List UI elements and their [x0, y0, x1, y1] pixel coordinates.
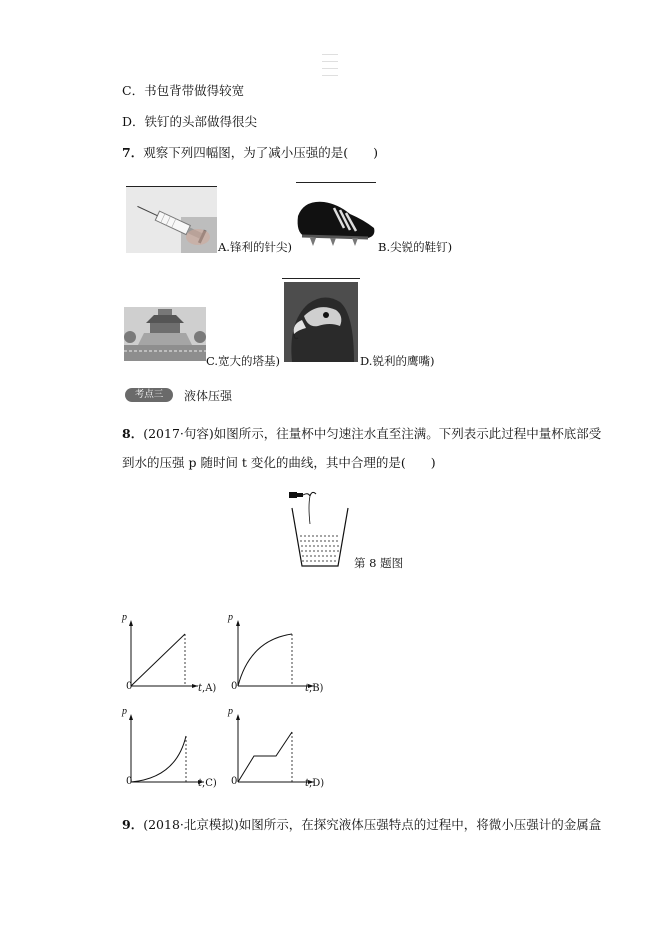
graph-d-y-label: p: [228, 706, 233, 717]
question-7: [122, 145, 378, 161]
graph-a-origin: 0: [126, 681, 133, 692]
question-number: 9．: [122, 817, 144, 832]
beaker-figure: [286, 486, 354, 568]
question-source: (2017·句容): [143, 426, 214, 441]
eagle-image: [284, 282, 358, 362]
faucet-icon: [289, 492, 297, 498]
question-9: [122, 817, 601, 833]
graph-a-x-label: t: [198, 683, 203, 694]
section-badge: [125, 388, 173, 402]
graph-c-y-label: p: [122, 706, 127, 717]
graph-c-x-label: t: [198, 778, 203, 789]
shoe-top-line: [296, 182, 376, 183]
question-number: 8．: [122, 426, 144, 441]
option-text: 铁钉的头部做得很尖: [144, 114, 258, 129]
question-text: 观察下列四幅图，为了减小压强的是( ): [143, 145, 378, 160]
choice-c-label: C.宽大的塔基): [206, 354, 281, 368]
graph-d-origin: 0: [231, 776, 238, 787]
syringe-image: [126, 186, 217, 253]
graph-c-letter: ,C): [202, 778, 217, 789]
option-text: 书包背带做得较宽: [144, 83, 245, 98]
question-8-line1: [122, 426, 601, 442]
section-title: 液体压强: [184, 389, 233, 403]
shoe-image: [294, 186, 378, 252]
graph-a-y-label: p: [122, 612, 127, 623]
question-source: (2018·北京模拟): [143, 817, 239, 832]
graph-c-tag: [198, 778, 217, 789]
graph-a-letter: ,A): [202, 683, 217, 694]
graph-a-tag: [198, 683, 216, 694]
figure-caption: 第 8 题图: [354, 556, 404, 570]
graph-b-letter: ,B): [309, 683, 324, 694]
graph-c-curve: [131, 736, 186, 782]
graph-b-curve: [238, 634, 292, 686]
question-text: 如图所示，往量杯中匀速注水直至注满。下列表示此过程中量杯底部受: [213, 426, 602, 441]
option-d: [122, 114, 257, 130]
question-text: 如图所示，在探究液体压强特点的过程中，将微小压强计的金属盒: [238, 817, 602, 832]
graph-b: [224, 618, 314, 694]
graph-d: [224, 712, 314, 788]
graph-d-curve: [238, 732, 292, 782]
graph-a-curve: [131, 634, 185, 686]
pagoda-image: [124, 307, 206, 361]
choice-a-label: A.锋利的针尖): [218, 240, 292, 254]
choice-d-label: D.锐利的鹰嘴): [360, 354, 435, 368]
choice-b-label: B.尖锐的鞋钉): [378, 240, 453, 254]
graph-c-origin: 0: [126, 776, 133, 787]
question-number: 7．: [122, 145, 144, 160]
graph-b-tag: [305, 683, 323, 694]
graph-d-tag: [305, 778, 324, 789]
graph-b-origin: 0: [231, 681, 238, 692]
graph-b-x-label: t: [305, 683, 310, 694]
graph-b-y-label: p: [228, 612, 233, 623]
option-c: [122, 83, 244, 99]
graph-d-letter: ,D): [309, 778, 325, 789]
question-8-line2: 到水的压强 p 随时间 t 变化的曲线，其中合理的是( ): [122, 455, 436, 470]
graph-d-x-label: t: [305, 778, 310, 789]
option-letter: D．: [122, 114, 145, 129]
top-mark: [322, 50, 338, 80]
eagle-top-line: [282, 278, 360, 279]
option-letter: C．: [122, 83, 145, 98]
section-badge-text: 考点三: [134, 389, 164, 400]
